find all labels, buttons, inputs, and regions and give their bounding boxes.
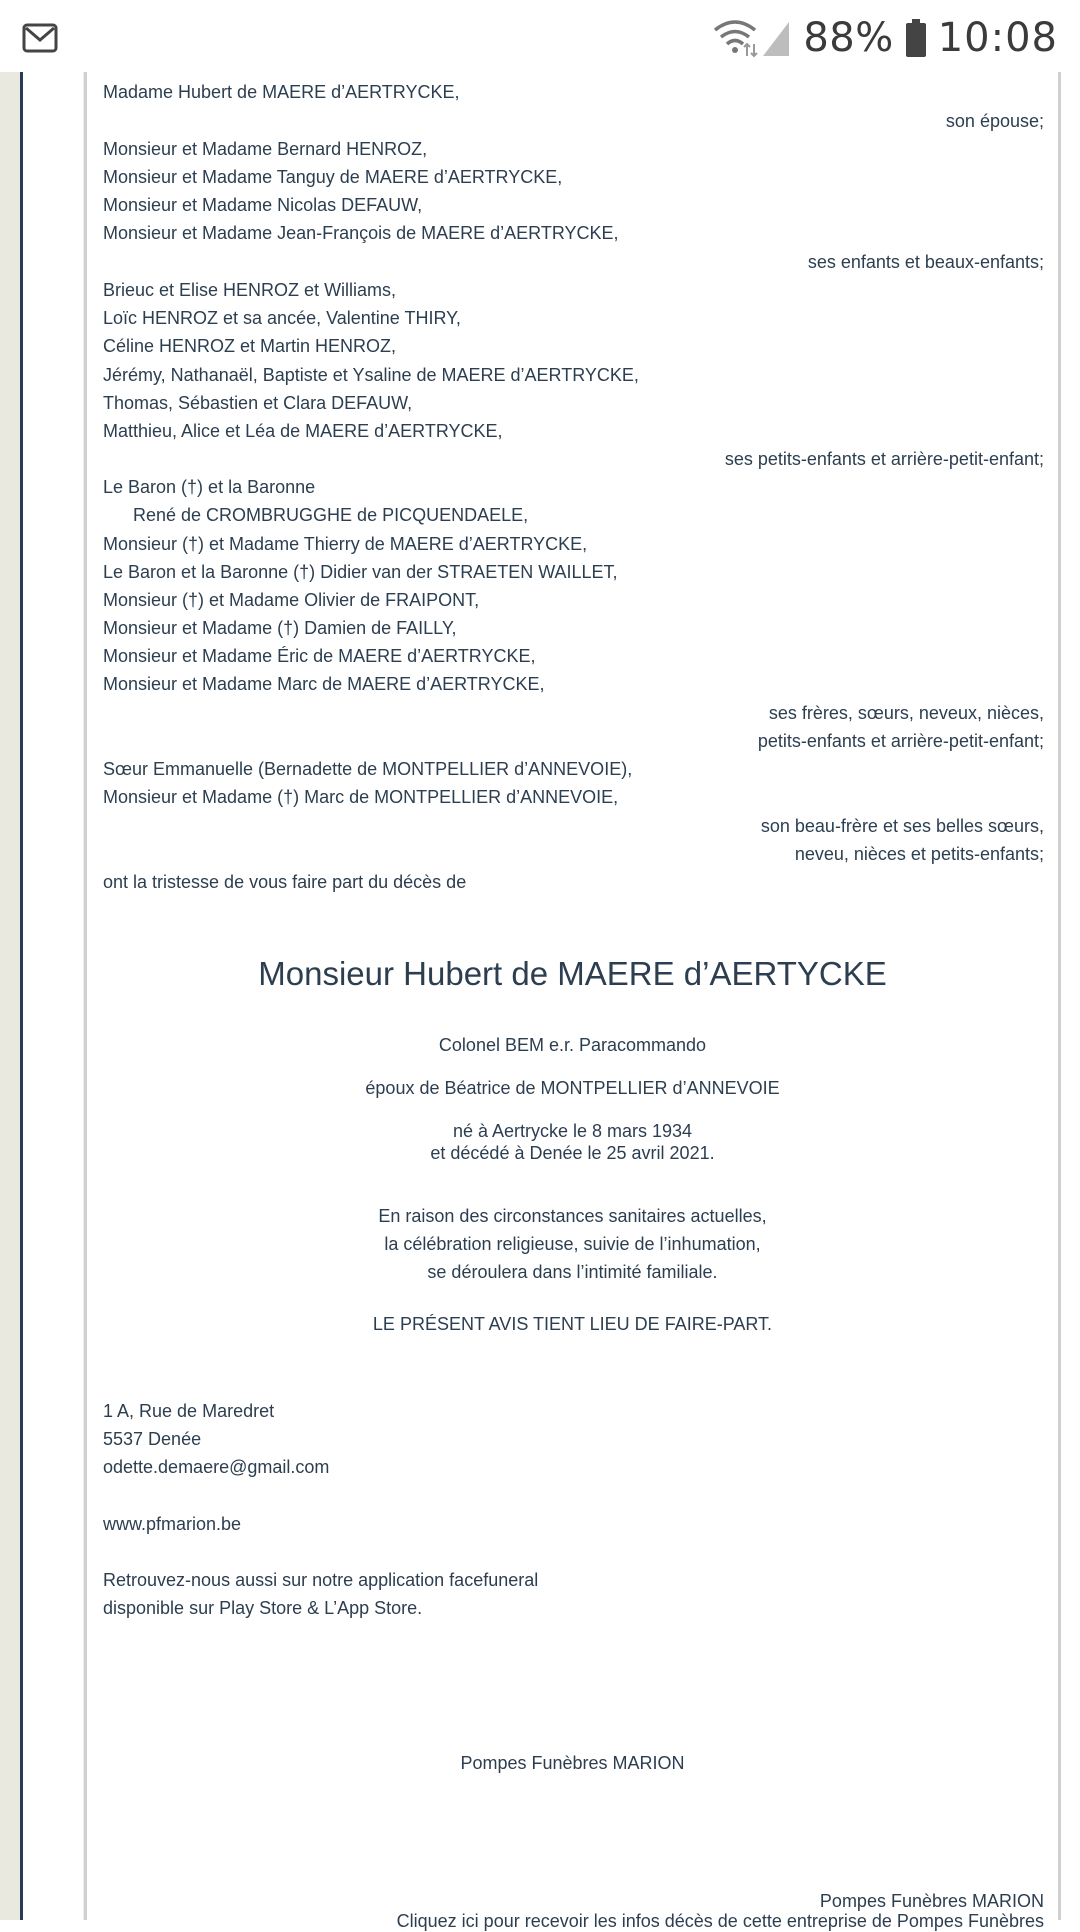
family-name-line: Jérémy, Nathanaël, Baptiste et Ysaline de MAERE d’AERTRYCKE, [103,365,639,385]
address-line: 1 A, Rue de Maredret [103,1401,275,1421]
mail-icon [22,22,58,54]
family-name-line: Matthieu, Alice et Léa de MAERE d’AERTRYCKE, [103,421,503,441]
faire-part-notice: LE PRÉSENT AVIS TIENT LIEU DE FAIRE-PART. [372,1314,773,1334]
clock: 10:08 [937,15,1058,61]
family-name-line: Sœur Emmanuelle (Bernadette de MONTPELLIER d’ANNEVOIE), [103,759,633,779]
deceased-rank: Colonel BEM e.r. Paracommando [438,1035,707,1055]
relation-line: neveu, nièces et petits-enfants; [794,844,1044,864]
family-name-line: Madame Hubert de MAERE d’AERTRYCKE, [103,82,460,102]
right-gap [1061,72,1080,1920]
battery-percent: 88% [803,15,894,61]
family-name-line: René de CROMBRUGGHE de PICQUENDAELE, [133,505,529,525]
signal-icon [761,18,791,58]
relation-line: ses enfants et beaux-enfants; [807,252,1044,272]
battery-icon [906,19,926,57]
website-link[interactable]: www.pfmarion.be [103,1514,242,1534]
family-name-line: Céline HENROZ et Martin HENROZ, [103,336,397,356]
family-name-line: Thomas, Sébastien et Clara DEFAUW, [103,393,413,413]
birth-line: né à Aertrycke le 8 mars 1934 [452,1121,693,1141]
funeral-home-name: Pompes Funèbres MARION [819,1891,1044,1911]
family-name-line: Loïc HENROZ et sa ancée, Valentine THIRY, [103,308,461,328]
death-notice-document [84,72,1061,1931]
ceremony-line: En raison des circonstances sanitaires actuelles, [378,1206,767,1226]
relation-line: petits-enfants et arrière-petit-enfant; [757,731,1044,751]
address-line: 5537 Denée [103,1429,202,1449]
status-bar [0,0,1080,72]
family-name-line: Monsieur et Madame (†) Damien de FAILLY, [103,618,457,638]
family-name-line: Monsieur (†) et Madame Olivier de FRAIPONT, [103,590,480,610]
app-promo-line: Retrouvez-nous aussi sur notre application facefuneral [103,1570,539,1590]
family-name-line: Monsieur (†) et Madame Thierry de MAERE d’AERTRYCKE, [103,534,588,554]
family-name-line: Monsieur et Madame Éric de MAERE d’AERTRYCKE, [103,646,536,666]
relation-line: son beau-frère et ses belles sœurs, [760,816,1044,836]
family-name-line: Monsieur et Madame Tanguy de MAERE d’AERTRYCKE, [103,167,563,187]
family-name-line: Monsieur et Madame Jean-François de MAERE d’AERTRYCKE, [103,223,619,243]
relation-line: son épouse; [945,111,1044,131]
relation-line: ses petits-enfants et arrière-petit-enfant; [724,449,1044,469]
family-name-line: Monsieur et Madame Marc de MAERE d’AERTRYCKE, [103,674,545,694]
ceremony-line: se déroulera dans l’intimité familiale. [427,1262,718,1282]
family-name-line: Monsieur et Madame Bernard HENROZ, [103,139,428,159]
notice-intro: ont la tristesse de vous faire part du décès de [103,872,467,892]
relation-line: ses frères, sœurs, neveux, nièces, [768,703,1044,723]
deceased-name: Monsieur Hubert de MAERE d’AERTYCKE [258,955,887,992]
family-name-line: Le Baron (†) et la Baronne [103,477,316,497]
subscribe-link[interactable]: Cliquez ici pour recevoir les infos décès de cette entreprise de Pompes Funèbres [396,1911,1044,1931]
left-margin [0,72,20,1920]
family-name-line: Brieuc et Elise HENROZ et Williams, [103,280,397,300]
ceremony-line: la célébration religieuse, suivie de l’inhumation, [384,1234,761,1254]
deceased-spouse: époux de Béatrice de MONTPELLIER d’ANNEVOIE [365,1078,780,1098]
email-link[interactable]: odette.demaere@gmail.com [103,1457,330,1477]
left-gap [23,72,83,1920]
funeral-home-signature: Pompes Funèbres MARION [460,1753,685,1773]
family-name-line: Monsieur et Madame Nicolas DEFAUW, [103,195,423,215]
app-promo-line: disponible sur Play Store & L’App Store. [103,1598,423,1618]
death-line: et décédé à Denée le 25 avril 2021. [430,1143,715,1163]
family-name-line: Le Baron et la Baronne (†) Didier van der STRAETEN WAILLET, [103,562,618,582]
status-icons [711,10,1058,66]
wifi-icon [711,18,759,58]
family-name-line: Monsieur et Madame (†) Marc de MONTPELLIER d’ANNEVOIE, [103,787,619,807]
